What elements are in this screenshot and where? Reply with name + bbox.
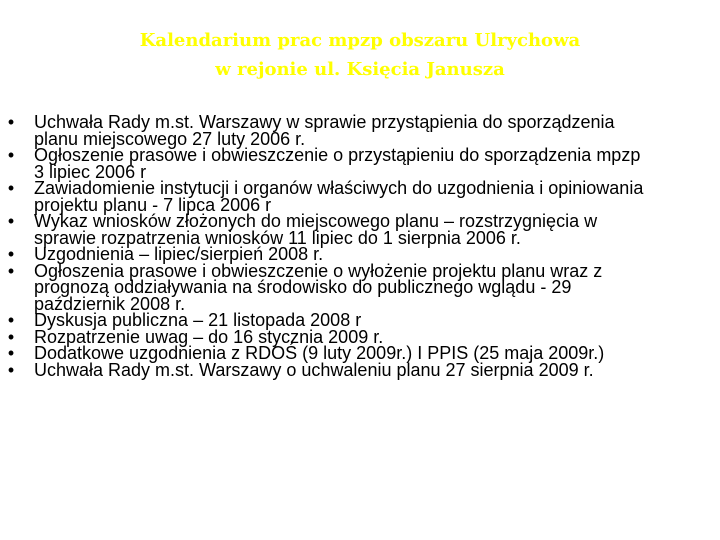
bullet-dot-icon: • (7, 145, 15, 165)
bullet-list (0, 114, 716, 378)
bullet-item (0, 180, 716, 213)
bullet-item (0, 213, 716, 246)
bullet-text-line: Ogłoszenia prasowe i obwieszczenie o wyłożenie projektu planu wraz z (34, 260, 603, 281)
bullet-text-line: Ogłoszenie prasowe i obwieszczenie o przystąpieniu do sporządzenia mpzp (34, 145, 641, 165)
bullet-dot-icon: • (7, 326, 15, 347)
bullet-dot-icon: • (7, 244, 15, 264)
bullet-text-line: Dyskusja publiczna – 21 listopada 2008 r (34, 310, 362, 330)
bullet-text-line: 3 lipiec 2006 r (34, 161, 147, 182)
bullet-item (0, 359, 716, 380)
bullet-text-line: planu miejscowego 27 luty 2006 r. (34, 128, 306, 149)
bullet-text-line: projektu planu - 7 lipca 2006 r (34, 194, 272, 215)
bullet-dot-icon: • (7, 178, 15, 198)
bullet-item (0, 147, 716, 180)
bullet-text-line: Uchwała Rady m.st. Warszawy o uchwaleniu planu 27 sierpnia 2009 r. (34, 359, 594, 380)
bullet-item (0, 260, 716, 314)
bullet-dot-icon: • (7, 343, 15, 363)
slide-title (60, 26, 660, 84)
bullet-dot-icon: • (7, 211, 15, 231)
bullet-dot-icon: • (7, 359, 15, 380)
bullet-item (0, 114, 716, 147)
bullet-text-line: Rozpatrzenie uwag – do 16 stycznia 2009 r. (34, 326, 384, 347)
bullet-text-line: Zawiadomienie instytucji i organów właściwych do uzgodnienia i opiniowania (34, 178, 644, 198)
slide-title-line-1: Kalendarium prac mpzp obszaru Ulrychowa (139, 30, 581, 51)
bullet-dot-icon: • (7, 112, 15, 132)
slide-title-line-2: w rejonie ul. Księcia Janusza (215, 59, 505, 80)
bullet-dot-icon: • (7, 260, 15, 281)
bullet-text-line: sprawie rozpatrzenia wniosków 11 lipiec do 1 sierpnia 2006 r. (34, 227, 521, 248)
bullet-text-line: prognozą oddziaływania na środowisko do publicznego wglądu - 29 (34, 277, 572, 297)
bullet-text-line: Wykaz wniosków złożonych do miejscowego planu – rozstrzygnięcia w (34, 211, 598, 231)
bullet-text-line: Uchwała Rady m.st. Warszawy w sprawie przystąpienia do sporządzenia (34, 112, 615, 132)
bullet-text-line: Uzgodnienia – lipiec/sierpień 2008 r. (34, 244, 324, 264)
bullet-dot-icon: • (7, 310, 15, 330)
bullet-text-line: październik 2008 r. (34, 293, 186, 314)
bullet-text-line: Dodatkowe uzgodnienia z RDOŚ (9 luty 2009r.) I PPIS (25 maja 2009r.) (34, 343, 605, 363)
